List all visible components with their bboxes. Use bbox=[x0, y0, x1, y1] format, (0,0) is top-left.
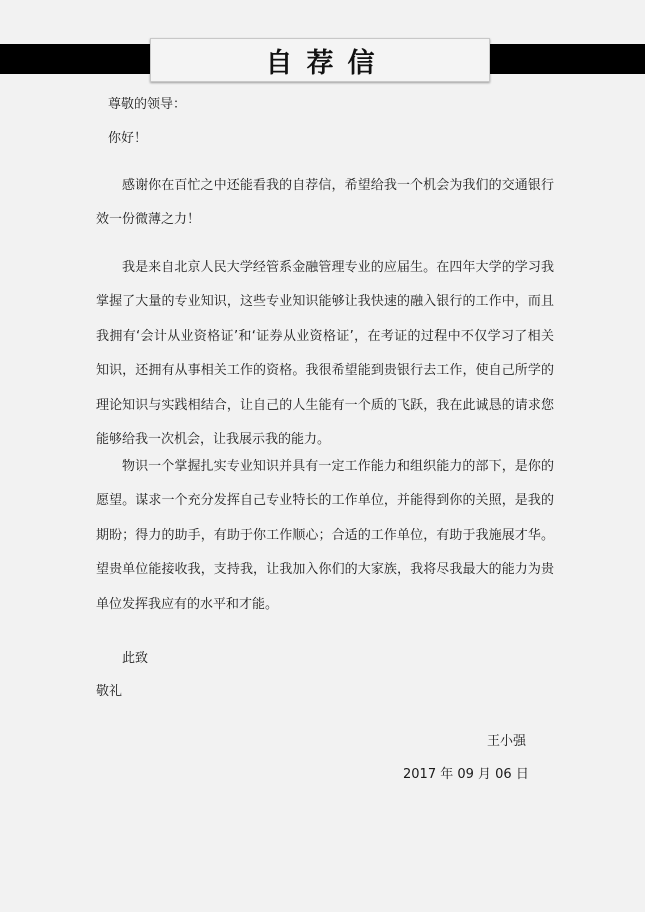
signature: 王小强 bbox=[487, 734, 527, 749]
paragraph-thanks: 感谢你在百忙之中还能看我的自荐信，希望给我一个机会为我们的交通银行效一份微薄之力！ bbox=[96, 178, 554, 228]
date: 2017 年 09 月 06 日 bbox=[403, 767, 529, 782]
salutation: 尊敬的领导： bbox=[108, 97, 187, 112]
greeting: 你好！ bbox=[108, 131, 148, 146]
title-box bbox=[150, 38, 490, 82]
paragraph-aspiration: 物识一个掌握扎实专业知识并具有一定工作能力和组织能力的部下，是你的愿望。谋求一个充分发挥自己专业特长的工作单位，并能得到你的关照，是我的期盼；得力的助手，有助于你工作顺心；合适的工作单位，有助于我施展才华。望贵单位能接收我，支持我，让我加入你们的大家族，我将尽我最大的能力为贵单位发挥我应有的水平和才能。 bbox=[96, 459, 554, 612]
closing-line-2: 敬礼 bbox=[96, 684, 123, 699]
closing-line-1: 此致 bbox=[122, 651, 149, 666]
letter-title: 自荐信 bbox=[265, 47, 389, 79]
paragraph-introduction: 我是来自北京人民大学经管系金融管理专业的应届生。在四年大学的学习我掌握了大量的专业知识，这些专业知识能够让我快速的融入银行的工作中，而且我拥有‘会计从业资格证’和‘证券从业资格证’，在考证的过程中不仅学习了相关知识，还拥有从事相关工作的资格。我很希望能到贵银行去工作，使自己所学的理论知识与实践相结合，让自己的人生能有一个质的飞跃，我在此诚恳的请求您能够给我一次机会，让我展示我的能力。 bbox=[96, 260, 554, 448]
